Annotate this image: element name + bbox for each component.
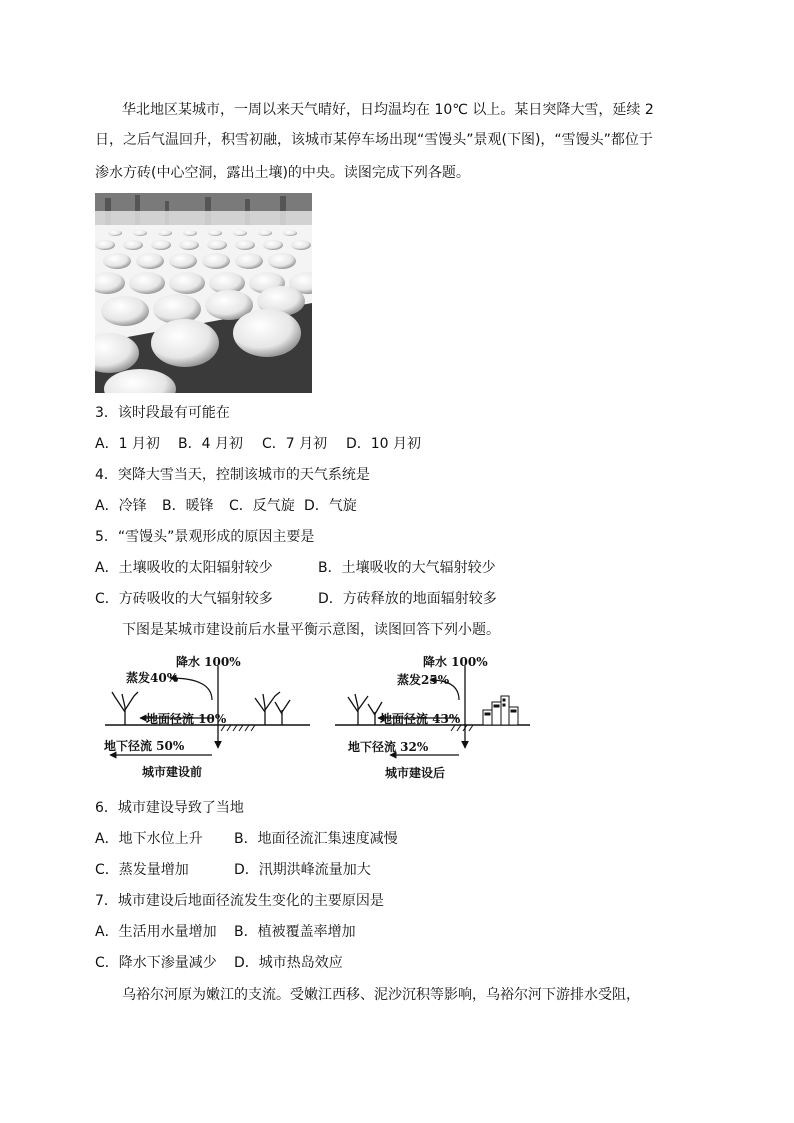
- before-ground-label: 地下径流 50%: [104, 739, 185, 753]
- before-surface-label: 地面径流 10%: [146, 712, 227, 726]
- q3-option-b[interactable]: B．4 月初: [178, 436, 243, 452]
- outro-line: 乌裕尔河原为嫩江的支流。受嫩江西移、泥沙沉积等影响，乌裕尔河下游排水受阻，: [122, 987, 640, 1003]
- q5-stem: 5．“雪馒头”景观形成的原因主要是: [95, 529, 315, 545]
- q5-option-d[interactable]: D．方砖释放的地面辐射较多: [318, 591, 497, 607]
- q3-option-c[interactable]: C．7 月初: [262, 436, 328, 452]
- q7-option-b[interactable]: B．植被覆盖率增加: [234, 924, 356, 940]
- q5-option-a[interactable]: A．土壤吸收的太阳辐射较少: [95, 560, 273, 576]
- diagram-after: [335, 654, 530, 780]
- q4-option-c[interactable]: C．反气旋: [229, 498, 295, 514]
- q7-option-a[interactable]: A．生活用水量增加: [95, 924, 217, 940]
- q7-stem: 7．城市建设后地面径流发生变化的主要原因是: [95, 893, 384, 909]
- q4-option-a[interactable]: A．冷锋: [95, 498, 147, 514]
- q7-option-c[interactable]: C．降水下渗量减少: [95, 955, 217, 971]
- q6-option-c[interactable]: C．蒸发量增加: [95, 862, 189, 878]
- before-evap-label: 蒸发40%: [126, 671, 179, 685]
- intro-line-1: 华北地区某城市，一周以来天气晴好，日均温均在 10℃ 以上。某日突降大雪，延续 2: [122, 102, 654, 118]
- q3-option-d[interactable]: D．10 月初: [346, 436, 422, 452]
- before-caption: 城市建设前: [142, 765, 203, 779]
- tree-icon: [348, 694, 382, 725]
- q4-stem: 4．突降大雪当天，控制该城市的天气系统是: [95, 467, 370, 483]
- intro-line-3: 渗水方砖(中心空洞，露出土壤)的中央。读图完成下列各题。: [95, 165, 470, 181]
- after-precip-label: 降水 100%: [423, 655, 488, 669]
- q6-stem: 6．城市建设导致了当地: [95, 800, 244, 816]
- q6-option-b[interactable]: B．地面径流汇集速度减慢: [234, 831, 398, 847]
- buildings-icon: [483, 696, 518, 725]
- q5-option-c[interactable]: C．方砖吸收的大气辐射较多: [95, 591, 273, 607]
- q7-option-d[interactable]: D．城市热岛效应: [234, 955, 343, 971]
- after-surface-label: 地面径流 43%: [380, 712, 461, 726]
- q5-option-b[interactable]: B．土壤吸收的大气辐射较少: [318, 560, 496, 576]
- before-precip-label: 降水 100%: [176, 655, 241, 669]
- snow-mounds-photo: [95, 193, 312, 393]
- after-caption: 城市建设后: [385, 766, 446, 780]
- q6-option-a[interactable]: A．地下水位上升: [95, 831, 203, 847]
- intro-line-2: 日，之后气温回升，积雪初融，该城市某停车场出现“雪馒头”景观(下图)，“雪馒头”都位于: [95, 132, 653, 148]
- after-ground-label: 地下径流 32%: [348, 740, 429, 754]
- water-balance-diagram: [100, 652, 540, 787]
- q4-option-d[interactable]: D．气旋: [304, 498, 357, 514]
- q6-option-d[interactable]: D．汛期洪峰流量加大: [234, 862, 371, 878]
- after-evap-label: 蒸发25%: [397, 673, 450, 687]
- q4-option-b[interactable]: B．暖锋: [162, 498, 214, 514]
- q3-option-a[interactable]: A．1 月初: [95, 436, 160, 452]
- q3-stem: 3．该时段最有可能在: [95, 405, 230, 421]
- diagram-before: [104, 654, 310, 779]
- diagram-intro: 下图是某城市建设前后水量平衡示意图，读图回答下列小题。: [122, 622, 500, 638]
